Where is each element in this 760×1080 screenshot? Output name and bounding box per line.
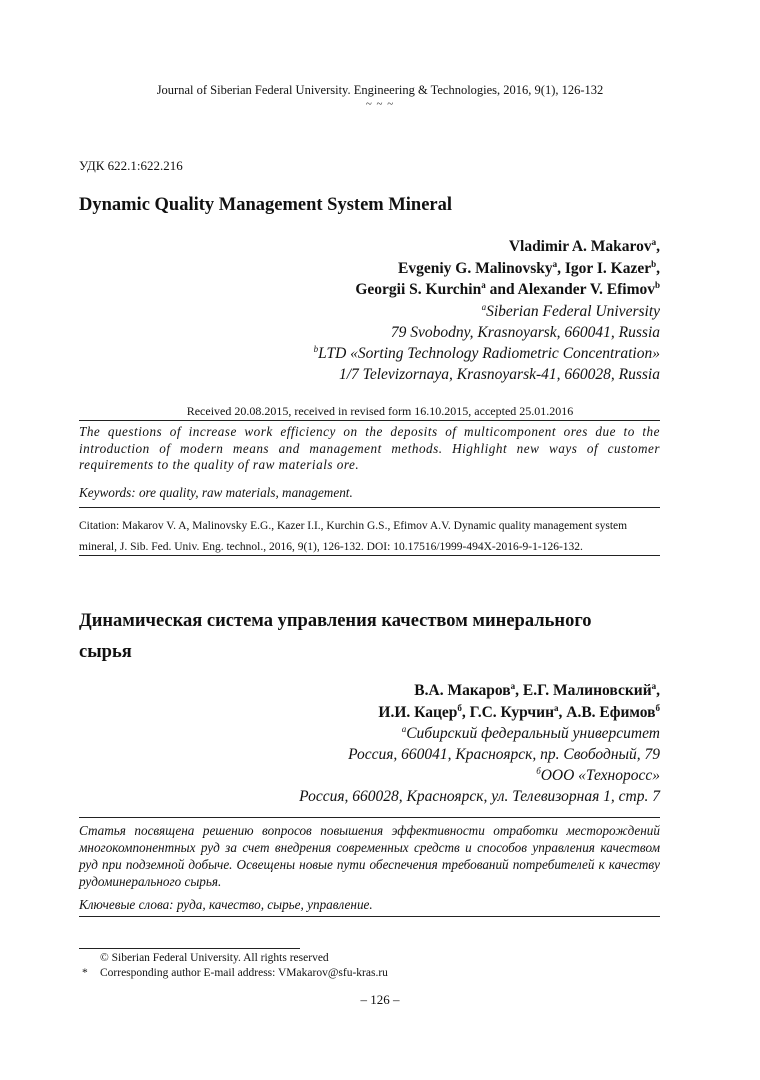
keywords-ru: Ключевые слова: руда, качество, сырье, управление. [79, 897, 373, 912]
author-sup: б [457, 702, 462, 713]
author-line-3 [355, 281, 660, 299]
author-line-2 [398, 260, 660, 278]
affiliation-b [314, 345, 660, 363]
author-sup: b [654, 279, 660, 290]
author-sep: , [557, 260, 565, 277]
author-name: Г.С. Курчин [469, 704, 554, 721]
affiliation-name: LTD «Sorting Technology Radiometric Concentration» [318, 345, 660, 362]
author-sup: a [651, 236, 657, 247]
author-sep: , [515, 682, 523, 699]
affiliation-sup: б [536, 765, 541, 776]
author-line-1 [509, 238, 660, 256]
author-name: А.В. Ефимов [566, 704, 656, 721]
received-dates: Received 20.08.2015, received in revised form 16.10.2015, accepted 25.01.2016 [186, 404, 574, 418]
divider [79, 817, 660, 818]
author-sep: , [461, 704, 470, 721]
title-en: Dynamic Quality Management System Mineral [79, 195, 453, 215]
udc-code: УДК 622.1:622.216 [79, 158, 183, 173]
author-name: Evgeniy G. Malinovsky [398, 260, 553, 277]
author-sup: а [554, 702, 559, 713]
author-sup: a [481, 279, 486, 290]
author-sup: б [655, 702, 660, 713]
author-name: Georgii S. Kurchin [355, 281, 482, 298]
abstract-en: The questions of increase work efficiency on the deposits of multicomponent ores due to the introduction of modern means and management methods. Highlight new ways of customer requirements to the quality of raw materials ore. [79, 424, 660, 472]
abstract-ru: Статья посвящена решению вопросов повышения эффективности отработки месторождений многокомпонентных руд за счет внедрения современных средств и способов управления качеством руд при подземной добыче. Освещены новые пути обеспечения требований потребителей к качеству рудоминерального сырья. [79, 823, 660, 889]
affiliation-ru-b [536, 767, 660, 785]
author-name: Igor I. Kazer [564, 260, 652, 277]
affiliation-ru-a [402, 725, 660, 743]
header-ornament: ~ ~ ~ [365, 98, 395, 110]
affiliation-name: Сибирский федеральный университет [406, 725, 660, 742]
page-number: – 126 – [360, 992, 400, 1007]
divider [79, 916, 660, 917]
author-line-ru-1 [414, 682, 660, 700]
journal-header: Journal of Siberian Federal University. Engineering & Technologies, 2016, 9(1), 126-132 [156, 83, 604, 97]
title-ru: Динамическая система управления качеством минерального сырья [79, 611, 592, 662]
affiliation-sup: b [313, 343, 319, 354]
affiliation-sup: а [401, 723, 407, 734]
author-sep: , [656, 682, 660, 699]
author-name: Alexander V. Efimov [517, 281, 655, 298]
divider [79, 555, 660, 556]
author-name: И.И. Кацер [378, 704, 458, 721]
author-sup: b [651, 258, 657, 269]
author-line-ru-2 [378, 704, 660, 722]
divider [79, 507, 660, 508]
author-sup: а [651, 680, 657, 691]
affiliation-ru-b-address: Россия, 660028, Красноярск, ул. Телевизорная 1, стр. 7 [299, 788, 660, 805]
citation: Citation: Makarov V. A, Malinovsky E.G., Kazer I.I., Kurchin G.S., Efimov A.V. Dynamic quality management system mineral, J. Sib. Fed. Univ. Eng. technol., 2016, 9(1), 126-132. DOI: 10.17516/1999-494X-2016-9-1-126-132. [79, 520, 628, 553]
affiliation-name: ООО «Техноросс» [540, 767, 660, 784]
footnote-divider [79, 948, 300, 949]
corresponding-author-footnote: Corresponding author E-mail address: VMakarov@sfu-kras.ru [100, 967, 388, 979]
author-name: Е.Г. Малиновский [522, 682, 652, 699]
author-sup: a [552, 258, 558, 269]
author-sep: , [656, 260, 660, 277]
affiliation-name: Siberian Federal University [486, 303, 660, 320]
affiliation-a [482, 303, 660, 321]
author-name: Vladimir A. Makarov [508, 238, 652, 255]
copyright-footnote: © Siberian Federal University. All rights reserved [100, 952, 329, 964]
author-name: В.А. Макаров [414, 682, 511, 699]
author-sep: , [558, 704, 567, 721]
author-sep: and [485, 281, 518, 298]
author-sep: , [656, 238, 660, 255]
affiliation-b-address: 1/7 Televizornaya, Krasnoyarsk-41, 660028, Russia [338, 366, 660, 383]
affiliation-sup: a [481, 301, 487, 312]
divider [79, 420, 660, 421]
affiliation-a-address: 79 Svobodny, Krasnoyarsk, 660041, Russia [390, 324, 660, 341]
keywords-en: Keywords: ore quality, raw materials, management. [79, 485, 353, 500]
footnote-mark: * [82, 967, 88, 979]
affiliation-ru-a-address: Россия, 660041, Красноярск, пр. Свободный, 79 [348, 746, 660, 763]
author-sup: а [510, 680, 516, 691]
